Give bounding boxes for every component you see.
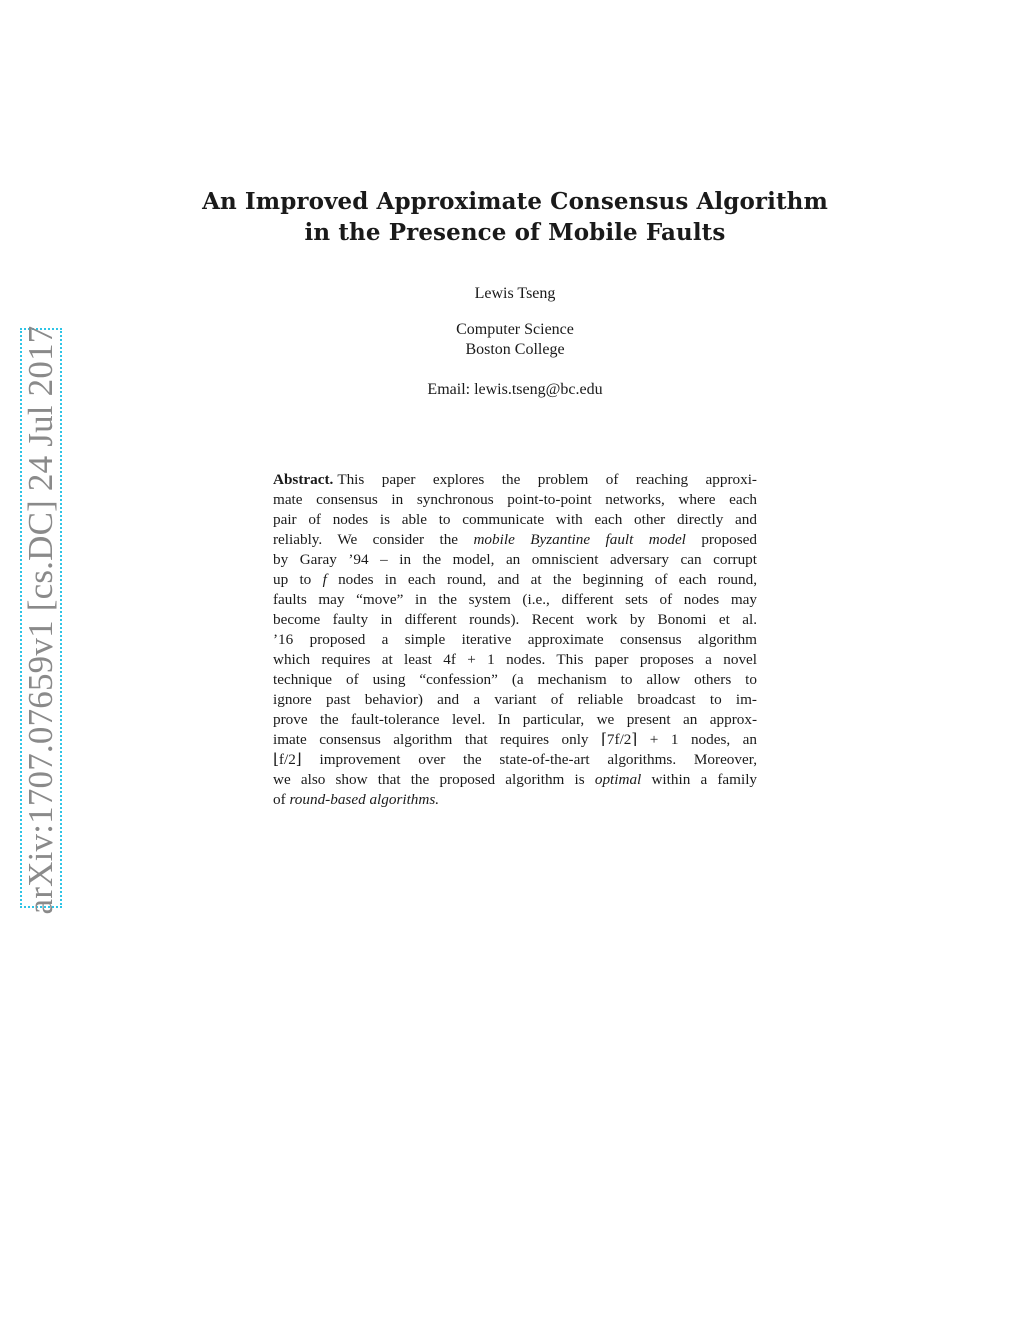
- abstract-line-16: [273, 770, 757, 790]
- abstract-line-3: pair of nodes is able to communicate with each other directly and: [273, 511, 757, 528]
- abstract-line-12: ignore past behavior) and a variant of reliable broadcast to im-: [273, 691, 757, 708]
- abstract-line-15: ⌊f/2⌋ improvement over the state-of-the-art algorithms. Moreover,: [273, 751, 757, 768]
- abstract-math: f: [322, 571, 327, 588]
- affiliation-institution: Boston College: [465, 341, 565, 358]
- author-email: Email: lewis.tseng@bc.edu: [427, 381, 603, 398]
- abstract-emphasis: optimal: [594, 771, 642, 788]
- paper-title: [0, 186, 1024, 248]
- abstract-emphasis: round-based algorithms.: [289, 791, 440, 808]
- abstract-text: proposed: [701, 531, 758, 548]
- paper-title-line1: An Improved Approximate Consensus Algorithm: [202, 188, 828, 215]
- abstract-line-17: [273, 790, 757, 810]
- abstract-line-5: by Garay ’94 – in the model, an omniscient adversary can corrupt: [273, 551, 757, 568]
- paper-title-line2: in the Presence of Mobile Faults: [304, 219, 726, 246]
- abstract-text: up to: [273, 571, 312, 588]
- abstract-line-9: ’16 proposed a simple iterative approximate consensus algorithm: [273, 631, 757, 648]
- abstract-text: we also show that the proposed algorithm is: [273, 771, 585, 788]
- author-name: Lewis Tseng: [474, 285, 556, 302]
- arxiv-identifier: arXiv:1707.07659v1 [cs.DC] 24 Jul 2017: [21, 325, 60, 915]
- abstract: [273, 470, 757, 810]
- affiliation-department: Computer Science: [456, 321, 574, 338]
- abstract-line-4: [273, 530, 757, 550]
- abstract-emphasis: mobile Byzantine fault model: [473, 531, 686, 548]
- abstract-line-11: technique of using “confession” (a mechanism to allow others to: [273, 671, 757, 688]
- abstract-line-14: imate consensus algorithm that requires only ⌈7f/2⌉ + 1 nodes, an: [273, 731, 757, 748]
- abstract-line-2: mate consensus in synchronous point-to-point networks, where each: [273, 491, 757, 508]
- affiliation: [0, 320, 1024, 360]
- abstract-label: Abstract.: [273, 471, 334, 488]
- abstract-text: reliably. We consider the: [273, 531, 459, 548]
- abstract-line-1: [273, 470, 757, 490]
- abstract-line-13: prove the fault-tolerance level. In particular, we present an approx-: [273, 711, 757, 728]
- abstract-text: of: [273, 791, 286, 808]
- abstract-text: This paper explores the problem of reaching approxi-: [337, 471, 757, 488]
- abstract-text: within a family: [651, 771, 758, 788]
- abstract-line-10: which requires at least 4f + 1 nodes. This paper proposes a novel: [273, 651, 757, 668]
- abstract-line-7: faults may “move” in the system (i.e., different sets of nodes may: [273, 591, 757, 608]
- abstract-text: nodes in each round, and at the beginning of each round,: [338, 571, 757, 588]
- abstract-line-8: become faulty in different rounds). Recent work by Bonomi et al.: [273, 611, 757, 628]
- abstract-line-6: [273, 570, 757, 590]
